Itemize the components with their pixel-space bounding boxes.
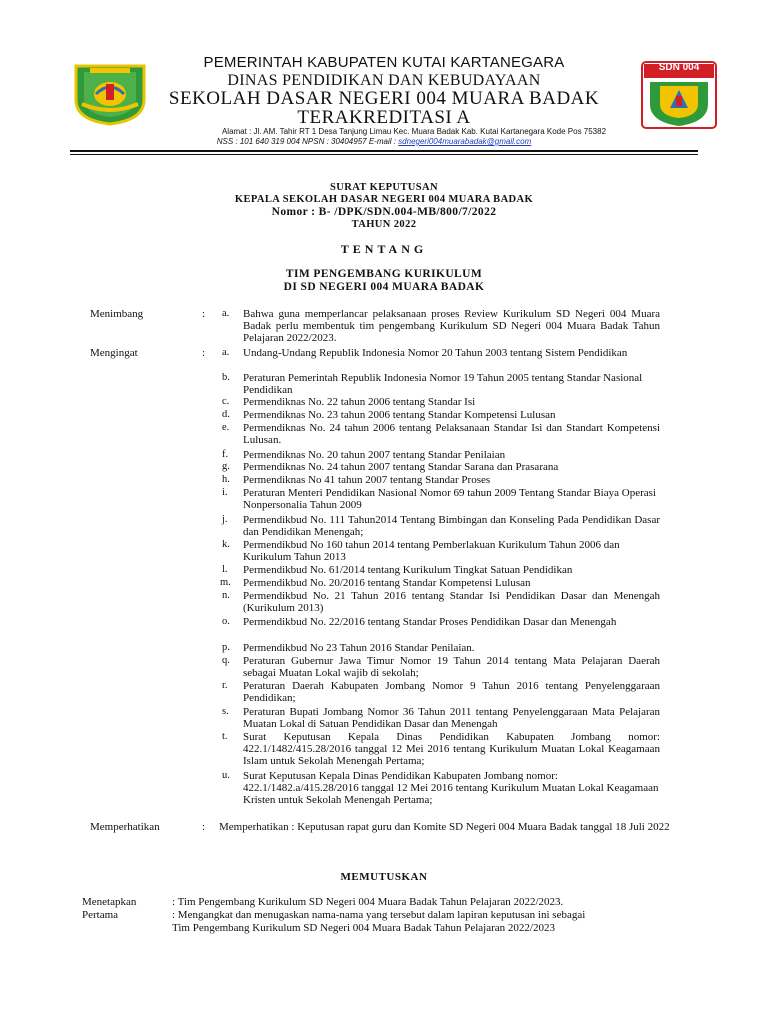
mengingat-item-text: Permendikbud No. 20/2016 tentang Standar Kompetensi Lulusan — [243, 577, 531, 589]
memperhatikan-label: Memperhatikan — [90, 821, 160, 833]
mengingat-item-letter: t. — [222, 731, 228, 742]
mengingat-item-letter: e. — [222, 422, 230, 433]
mengingat-item-letter: a. — [222, 347, 230, 358]
letterhead-contact — [0, 137, 758, 146]
mengingat-item-letter: s. — [222, 706, 229, 717]
mengingat-item-letter: c. — [222, 396, 230, 407]
mengingat-item-text: Peraturan Pemerintah Republik Indonesia Nomor 19 Tahun 2005 tentang Standar Nasional Pendidikan — [243, 372, 643, 396]
memperhatikan-text: Memperhatikan : Keputusan rapat guru dan Komite SD Negeri 004 Muara Badak tanggal 18 Juli 2022 — [219, 821, 670, 833]
mengingat-item-text: Peraturan Bupati Jombang Nomor 36 Tahun 2011 tentang Penyelenggaraan Mata Pelajaran Muatan Lokal di Satuan Pendidikan Dasar dan Menengah — [243, 706, 660, 730]
doc-issuer: KEPALA SEKOLAH DASAR NEGERI 004 MUARA BADAK — [234, 194, 534, 205]
mengingat-item-letter: n. — [222, 590, 230, 601]
mengingat-item-letter: k. — [222, 539, 230, 550]
mengingat-item-text: Permendiknas No. 23 tahun 2006 tentang Standar Kompetensi Lulusan — [243, 409, 556, 421]
mengingat-item-letter: o. — [222, 616, 230, 627]
mengingat-colon: : — [202, 347, 206, 359]
mengingat-item-letter: l. — [222, 564, 228, 575]
doc-type-title: SURAT KEPUTUSAN — [329, 182, 438, 193]
mengingat-item-text: Permendiknas No. 24 tahun 2006 tentang Pelaksanaan Standar Isi dan Standart Kompetensi Lulusan. — [243, 422, 660, 446]
mengingat-item-text: Permendiknas No 41 tahun 2007 tentang Standar Proses — [243, 474, 491, 486]
mengingat-item-letter: u. — [222, 770, 230, 781]
email-link[interactable]: sdnegeri004muarabadak@gmail.com — [398, 137, 532, 146]
mengingat-item-text: Permendikbud No 23 Tahun 2016 Standar Penilaian. — [243, 642, 475, 654]
mengingat-item-text: Permendikbud No 160 tahun 2014 tentang Pemberlakuan Kurikulum Tahun 2006 dan Kurikulum Tahun 2013 — [243, 539, 620, 563]
subject-line-2: DI SD NEGERI 004 MUARA BADAK — [283, 281, 485, 293]
mengingat-item-letter: f. — [222, 449, 229, 460]
mengingat-item-letter: i. — [222, 487, 228, 498]
letterhead-accreditation: TERAKREDITASI A — [297, 107, 471, 128]
mengingat-item-text: Permendiknas No. 24 tahun 2007 tentang Standar Sarana dan Prasarana — [243, 461, 559, 473]
mengingat-item-text: Peraturan Menteri Pendidikan Nasional Nomor 69 tahun 2009 Tentang Standar Biaya Operasi Nonpersonalia Tahun 2009 — [243, 487, 656, 511]
letterhead-nss: NSS : 101 640 319 004 NPSN : 30404957 E-mail : — [216, 137, 399, 146]
mengingat-item-text: Permendikbud No. 111 Tahun2014 Tentang Bimbingan dan Konseling Pada Pendidikan Dasar dan Pendidikan Menengah; — [243, 514, 660, 538]
mengingat-item-letter: q. — [222, 655, 230, 666]
pertama-text-continued: Tim Pengembang Kurikulum SD Negeri 004 Muara Badak Tahun Pelajaran 2022/2023 — [172, 922, 555, 934]
doc-year: TAHUN 2022 — [351, 219, 417, 230]
mengingat-item-text: Permendiknas No. 20 tahun 2007 tentang Standar Penilaian — [243, 449, 506, 461]
mengingat-item-text: Permendikbud No. 21 Tahun 2016 tentang Standar Isi Pendidikan Dasar dan Menengah (Kurikulum 2013) — [243, 590, 660, 614]
mengingat-item-letter: g. — [222, 461, 230, 472]
badge-label: SDN 004 — [658, 62, 700, 73]
mengingat-item-text: Surat Keputusan Kepala Dinas Pendidikan Kabupaten Jombang nomor: 422.1/1482.a/415.28/2016 tanggal 12 Mei 2016 tentang Kurikulum Muatan Lokal Keagamaan Kristen untuk Sekolah Menengah Pertama; — [243, 770, 659, 806]
pertama-text: : Mengangkat dan menugaskan nama-nama yang tersebut dalam lapiran keputusan ini sebagai — [172, 909, 586, 921]
menimbang-label: Menimbang — [90, 308, 144, 320]
mengingat-item-letter: b. — [222, 372, 230, 383]
letterhead-government: PEMERINTAH KABUPATEN KUTAI KARTANEGARA — [203, 54, 565, 71]
pertama-label: Pertama — [82, 909, 119, 921]
mengingat-label: Mengingat — [90, 347, 138, 359]
menetapkan-label: Menetapkan — [82, 896, 137, 908]
tentang-heading: TENTANG — [340, 242, 428, 256]
menimbang-colon: : — [202, 308, 206, 320]
mengingat-item-letter: m. — [220, 577, 231, 588]
letterhead-divider — [70, 150, 698, 152]
mengingat-item-letter: d. — [222, 409, 230, 420]
letterhead-school-name: SEKOLAH DASAR NEGERI 004 MUARA BADAK — [168, 88, 600, 109]
memperhatikan-colon: : — [202, 821, 206, 833]
mengingat-item-letter: j. — [222, 514, 228, 525]
mengingat-item-letter: r. — [222, 680, 228, 691]
memutuskan-heading: MEMUTUSKAN — [340, 871, 428, 883]
mengingat-item-text: Undang-Undang Republik Indonesia Nomor 20 Tahun 2003 tentang Sistem Pendidikan — [243, 347, 628, 359]
doc-number: Nomor : B- /DPK/SDN.004-MB/800/7/2022 — [271, 206, 497, 218]
mengingat-item-text: Surat Keputusan Kepala Dinas Pendidikan Kabupaten Jombang nomor: 422.1/1482/415.28/2016 tanggal 12 Mei 2016 tentang Kurikulum Muatan Lokal Keagamaan Islam untuk Sekolah Menengah Pertama; — [243, 731, 660, 767]
mengingat-item-text: Peraturan Daerah Kabupaten Jombang Nomor 9 Tahun 2016 tentang Penyelenggaraan Pendidikan; — [243, 680, 660, 704]
menimbang-item-letter: a. — [222, 308, 230, 319]
mengingat-item-text: Permendikbud No. 22/2016 tentang Standar Proses Pendidikan Dasar dan Menengah — [243, 616, 617, 628]
menetapkan-text: : Tim Pengembang Kurikulum SD Negeri 004 Muara Badak Tahun Pelajaran 2022/2023. — [172, 896, 564, 908]
subject-line-1: TIM PENGEMBANG KURIKULUM — [285, 268, 483, 280]
letterhead-address: Alamat : Jl. AM. Tahir RT 1 Desa Tanjung Limau Kec. Muara Badak Kab. Kutai Kartanegara Kode Pos 75382 — [221, 127, 607, 136]
letterhead-divider-thin — [70, 154, 698, 155]
mengingat-item-text: Permendikbud No. 61/2014 tentang Kurikulum Tingkat Satuan Pendidikan — [243, 564, 573, 576]
menimbang-item-text: Bahwa guna memperlancar pelaksanaan proses Review Kurikulum SD Negeri 004 Muara Badak perlu membentuk tim pengembang Kurikulum SD Negeri 004 Muara Badak Tahun Pelajaran 2022/2023. — [243, 308, 660, 344]
letterhead-department: DINAS PENDIDIKAN DAN KEBUDAYAAN — [227, 72, 541, 89]
mengingat-item-letter: p. — [222, 642, 230, 653]
mengingat-item-text: Permendiknas No. 22 tahun 2006 tentang Standar Isi — [243, 396, 476, 408]
mengingat-item-text: Peraturan Gubernur Jawa Timur Nomor 19 Tahun 2014 tentang Mata Pelajaran Daerah sebagai Muatan Lokal wajib di sekolah; — [243, 655, 660, 679]
mengingat-item-letter: h. — [222, 474, 230, 485]
